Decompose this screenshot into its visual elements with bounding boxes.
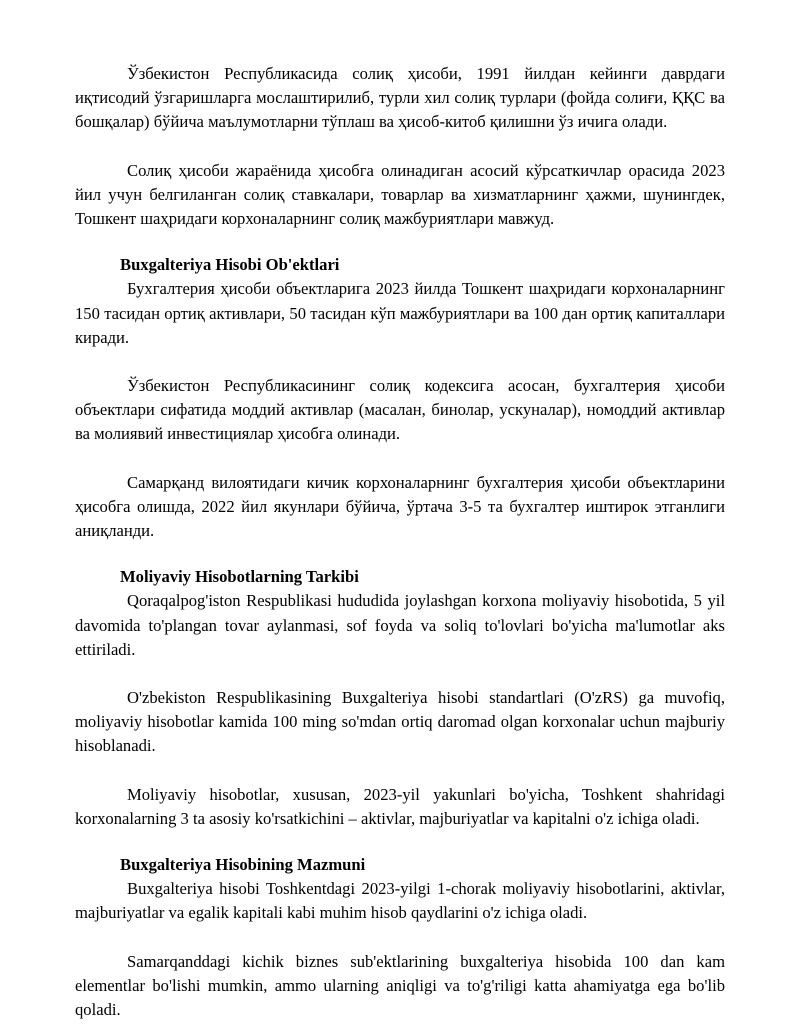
section-heading-1: Buxgalteriya Hisobi Ob'ektlari — [120, 255, 340, 275]
intro-paragraph-1: Ўзбекистон Республикасида солиқ ҳисоби, 1991 йилдан кейинги даврдаги иқтисодий ўзгаришларга мослаштирилиб, турли хил солиқ турлари (фойда солиғи, ҚҚС ва бошқалар) бўйича маълумотларни тўплаш ва ҳисоб-китоб қилишни ўз ичига олади. — [75, 64, 725, 132]
document-page — [75, 62, 725, 1022]
section-2-paragraph-1: Qoraqalpog'iston Respublikasi hududida joylashgan korxona moliyaviy hisobotida, 5 yil davomida to'plangan tovar aylanmasi, sof foyda va soliq to'lovlari bo'yicha ma'lumotlar aks ettiriladi. — [75, 591, 725, 659]
section-3-paragraph-2: Samarqanddagi kichik biznes sub'ektlarining buxgalteriya hisobida 100 dan kam elementlar bo'lishi mumkin, ammo ularning aniqligi va to'g'riligi katta ahamiyatga ega bo'lib qoladi. — [75, 951, 725, 1020]
section-1-paragraph-1: Бухгалтерия ҳисоби объектларига 2023 йилда Тошкент шаҳридаги корхоналарнинг 150 тасидан ортиқ активлари, 50 тасидан кўп мажбуриятлари ва 100 дан ортиқ капиталлари киради. — [75, 279, 725, 347]
intro-paragraph-2: Солиқ ҳисоби жараёнида ҳисобга олинадиган асосий кўрсаткичлар орасида 2023 йил учун белгиланган солиқ ставкалари, товарлар ва хизматларнинг ҳажми, шунингдек, Тошкент шаҳридаги корхоналарнинг солиқ мажбуриятлари мавжуд. — [75, 160, 725, 229]
section-2-paragraph-3: Moliyaviy hisobotlar, xususan, 2023-yil yakunlari bo'yicha, Toshkent shahridagi korxonalarning 3 ta asosiy ko'rsatkichini – aktivlar, majburiyatlar va kapitalni o'z ichiga oladi. — [75, 784, 725, 828]
section-3-paragraph-1: Buxgalteriya hisobi Toshkentdagi 2023-yilgi 1-chorak moliyaviy hisobotlarini, aktivlar, majburiyatlar va egalik kapitali kabi muhim hisob qaydlarini o'z ichiga oladi. — [75, 879, 725, 923]
section-heading-2: Moliyaviy Hisobotlarning Tarkibi — [120, 567, 359, 587]
section-1-paragraph-3: Самарқанд вилоятидаги кичик корхоналарнинг бухгалтерия ҳисоби объектларини ҳисобга олишда, 2022 йил якунлари бўйича, ўртача 3-5 та бухгалтер иштирок этганлиги аниқланди. — [75, 472, 725, 541]
section-1-paragraph-2: Ўзбекистон Республикасининг солиқ кодексига асосан, бухгалтерия ҳисоби объектлари сифатида моддий активлар (масалан, бинолар, ускуналар), номоддий активлар ва молиявий инвестициялар ҳисобга олинади. — [75, 376, 725, 444]
section-heading-3: Buxgalteriya Hisobining Mazmuni — [120, 855, 366, 875]
section-2-paragraph-2: O'zbekiston Respublikasining Buxgalteriya hisobi standartlari (O'zRS) ga muvofiq, moliyaviy hisobotlar kamida 100 ming so'mdan ortiq daromad olgan korxonalar uchun majburiy hisoblanadi. — [75, 688, 725, 756]
